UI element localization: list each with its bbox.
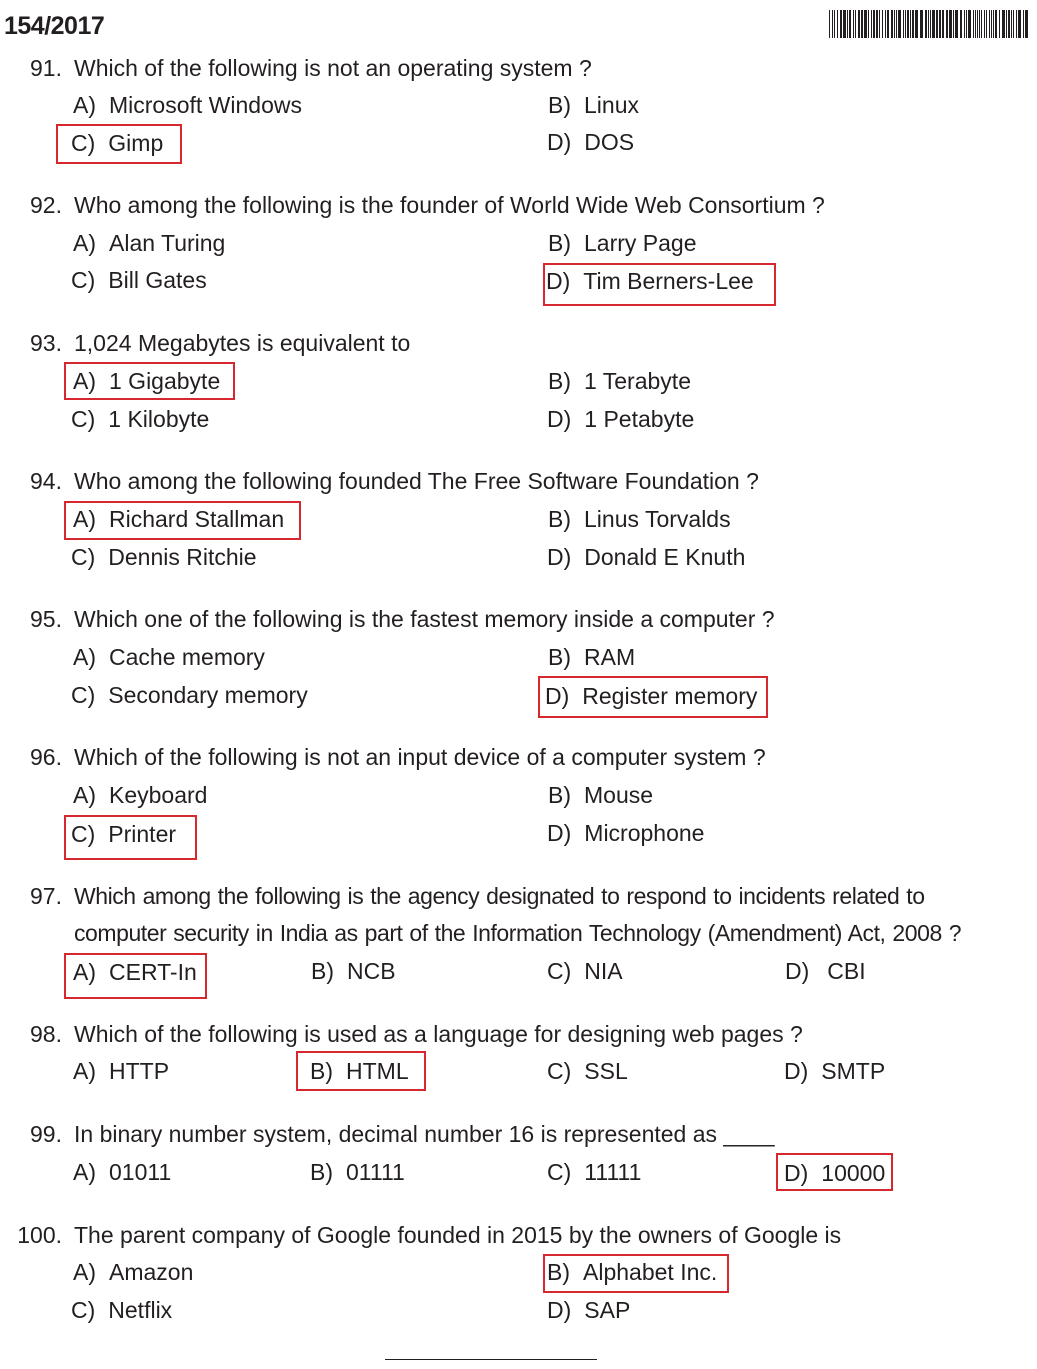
- option-text: Dennis Ritchie: [108, 544, 257, 570]
- option-label: D): [785, 958, 810, 984]
- option-text: Linux: [584, 92, 639, 118]
- option-text: CERT-In: [109, 959, 197, 985]
- option-label: D): [547, 544, 572, 570]
- option-99-b: [310, 1154, 405, 1191]
- option-text: NCB: [347, 958, 396, 984]
- option-label: A): [73, 644, 96, 670]
- option-text: 1 Petabyte: [584, 406, 695, 432]
- option-text: 10000: [821, 1160, 886, 1186]
- option-label: C): [71, 682, 96, 708]
- option-text: HTML: [346, 1058, 409, 1084]
- option-text: SMTP: [821, 1058, 886, 1084]
- option-label: D): [784, 1058, 809, 1084]
- option-92-b: [548, 225, 697, 262]
- question-text: Which of the following is not an input device of a computer system ?: [74, 744, 766, 770]
- option-label: B): [311, 958, 334, 984]
- option-label: A): [73, 1259, 96, 1285]
- option-99-d-marked-answer: [778, 1155, 891, 1189]
- option-99-c: [547, 1154, 641, 1191]
- option-text: Alphabet Inc.: [583, 1259, 718, 1285]
- option-text: 11111: [584, 1159, 642, 1185]
- option-label: B): [548, 230, 571, 256]
- option-text: Microsoft Windows: [109, 92, 302, 118]
- option-text: SAP: [584, 1297, 631, 1323]
- option-text: Gimp: [108, 130, 164, 156]
- option-label: A): [73, 230, 96, 256]
- end-rule: [385, 1359, 597, 1360]
- option-text: 1 Terabyte: [584, 368, 691, 394]
- option-label: D): [547, 820, 572, 846]
- option-label: C): [71, 267, 96, 293]
- option-93-c: [71, 401, 209, 438]
- option-label: B): [548, 368, 571, 394]
- option-text: 1 Kilobyte: [108, 406, 210, 432]
- option-94-c: [71, 539, 257, 576]
- option-label: A): [73, 506, 96, 532]
- option-text: 1 Gigabyte: [109, 368, 221, 394]
- question-number: 94.: [30, 468, 62, 494]
- option-text: Amazon: [109, 1259, 194, 1285]
- option-96-b: [548, 777, 653, 814]
- question-text: 1,024 Megabytes is equivalent to: [74, 330, 411, 356]
- option-label: C): [71, 1297, 96, 1323]
- option-label: B): [547, 1259, 570, 1285]
- option-text: Mouse: [584, 782, 654, 808]
- option-text: Printer: [108, 821, 177, 847]
- option-94-d: [547, 539, 745, 576]
- option-96-d: [547, 815, 704, 852]
- option-label: A): [73, 368, 96, 394]
- barcode-icon: [829, 10, 1028, 38]
- option-label: C): [71, 821, 96, 847]
- option-91-c-marked-answer: [58, 126, 180, 162]
- question-text: Which of the following is used as a language for designing web pages ?: [74, 1021, 803, 1047]
- option-text: Register memory: [582, 683, 758, 709]
- option-label: B): [310, 1058, 333, 1084]
- option-label: D): [545, 683, 570, 709]
- option-label: C): [71, 544, 96, 570]
- option-text: NIA: [584, 958, 623, 984]
- option-98-d: [784, 1053, 885, 1090]
- option-92-c: [71, 262, 207, 299]
- option-text: 01011: [109, 1159, 172, 1185]
- option-label: D): [784, 1160, 809, 1186]
- option-text: Richard Stallman: [109, 506, 285, 532]
- option-97-b: [311, 953, 396, 990]
- option-label: A): [73, 959, 96, 985]
- option-95-a: [73, 639, 265, 676]
- option-91-a: [73, 87, 302, 124]
- option-95-d-marked-answer: [540, 678, 766, 716]
- option-label: C): [71, 406, 96, 432]
- option-label: B): [310, 1159, 333, 1185]
- option-text: SSL: [584, 1058, 628, 1084]
- option-label: A): [73, 1058, 96, 1084]
- option-93-a-marked-answer: [66, 364, 233, 398]
- option-text: Netflix: [108, 1297, 173, 1323]
- option-91-d: [547, 124, 634, 161]
- option-label: C): [547, 1058, 572, 1084]
- option-93-b: [548, 363, 691, 400]
- option-label: A): [73, 782, 96, 808]
- question-number: 95.: [30, 606, 62, 632]
- option-text: 01111: [346, 1159, 405, 1185]
- option-text: Microphone: [584, 820, 705, 846]
- option-99-a: [73, 1154, 171, 1191]
- option-96-c-marked-answer: [66, 817, 195, 858]
- option-94-a-marked-answer: [66, 503, 299, 538]
- question-number: 97.: [30, 883, 62, 909]
- option-text: Cache memory: [109, 644, 265, 670]
- question-text: The parent company of Google founded in 2015 by the owners of Google is: [74, 1222, 842, 1248]
- option-92-d-marked-answer: [545, 265, 774, 304]
- question-text: Which of the following is not an operating system ?: [74, 55, 592, 81]
- option-text: DOS: [584, 129, 635, 155]
- option-98-a: [73, 1053, 169, 1090]
- question-text: Who among the following founded The Free Software Foundation ?: [74, 468, 759, 494]
- option-text: RAM: [584, 644, 636, 670]
- option-label: D): [547, 129, 572, 155]
- question-text: In binary number system, decimal number 16 is represented as ____: [74, 1121, 775, 1147]
- option-98-b-marked-answer: [298, 1053, 424, 1089]
- option-95-c: [71, 677, 308, 714]
- option-text: Alan Turing: [109, 230, 226, 256]
- question-number: 100.: [17, 1222, 62, 1248]
- question-number: 99.: [30, 1121, 62, 1147]
- paper-code: 154/2017: [4, 12, 105, 40]
- option-label: B): [548, 782, 571, 808]
- option-97-a-marked-answer: [66, 955, 205, 997]
- option-label: C): [547, 1159, 572, 1185]
- question-text: Which one of the following is the fastest memory inside a computer ?: [74, 606, 775, 632]
- question-97: [0, 878, 1037, 958]
- option-97-d: [785, 953, 866, 990]
- option-93-d: [547, 401, 694, 438]
- option-label: A): [73, 92, 96, 118]
- option-label: D): [546, 268, 571, 294]
- option-text: Larry Page: [584, 230, 697, 256]
- question-number: 91.: [30, 55, 62, 81]
- option-97-c: [547, 953, 623, 990]
- option-label: D): [547, 1297, 572, 1323]
- option-text: Keyboard: [109, 782, 208, 808]
- option-label: B): [548, 506, 571, 532]
- option-text: HTTP: [109, 1058, 170, 1084]
- option-92-a: [73, 225, 225, 262]
- question-text: Who among the following is the founder of World Wide Web Consortium ?: [74, 192, 825, 218]
- option-label: D): [547, 406, 572, 432]
- option-text: Bill Gates: [108, 267, 207, 293]
- option-94-b: [548, 501, 731, 538]
- option-100-a: [73, 1254, 193, 1291]
- option-label: C): [71, 130, 96, 156]
- option-label: A): [73, 1159, 96, 1185]
- option-91-b: [548, 87, 639, 124]
- question-text: Which among the following is the agency designated to respond to incidents related to computer security in India as part of the Information Technology (Amendment) Act, 2008 ?: [74, 883, 962, 946]
- option-98-c: [547, 1053, 628, 1090]
- option-100-c: [71, 1292, 172, 1329]
- option-100-d: [547, 1292, 630, 1329]
- option-text: Donald E Knuth: [584, 544, 746, 570]
- option-text: Secondary memory: [108, 682, 308, 708]
- option-96-a: [73, 777, 207, 814]
- option-label: B): [548, 644, 571, 670]
- question-number: 96.: [30, 744, 62, 770]
- option-text: CBI: [827, 958, 866, 984]
- question-number: 98.: [30, 1021, 62, 1047]
- question-number: 93.: [30, 330, 62, 356]
- option-text: Linus Torvalds: [584, 506, 731, 532]
- option-label: B): [548, 92, 571, 118]
- question-number: 92.: [30, 192, 62, 218]
- option-100-b-marked-answer: [545, 1256, 727, 1291]
- option-label: C): [547, 958, 572, 984]
- option-95-b: [548, 639, 635, 676]
- option-text: Tim Berners-Lee: [583, 268, 754, 294]
